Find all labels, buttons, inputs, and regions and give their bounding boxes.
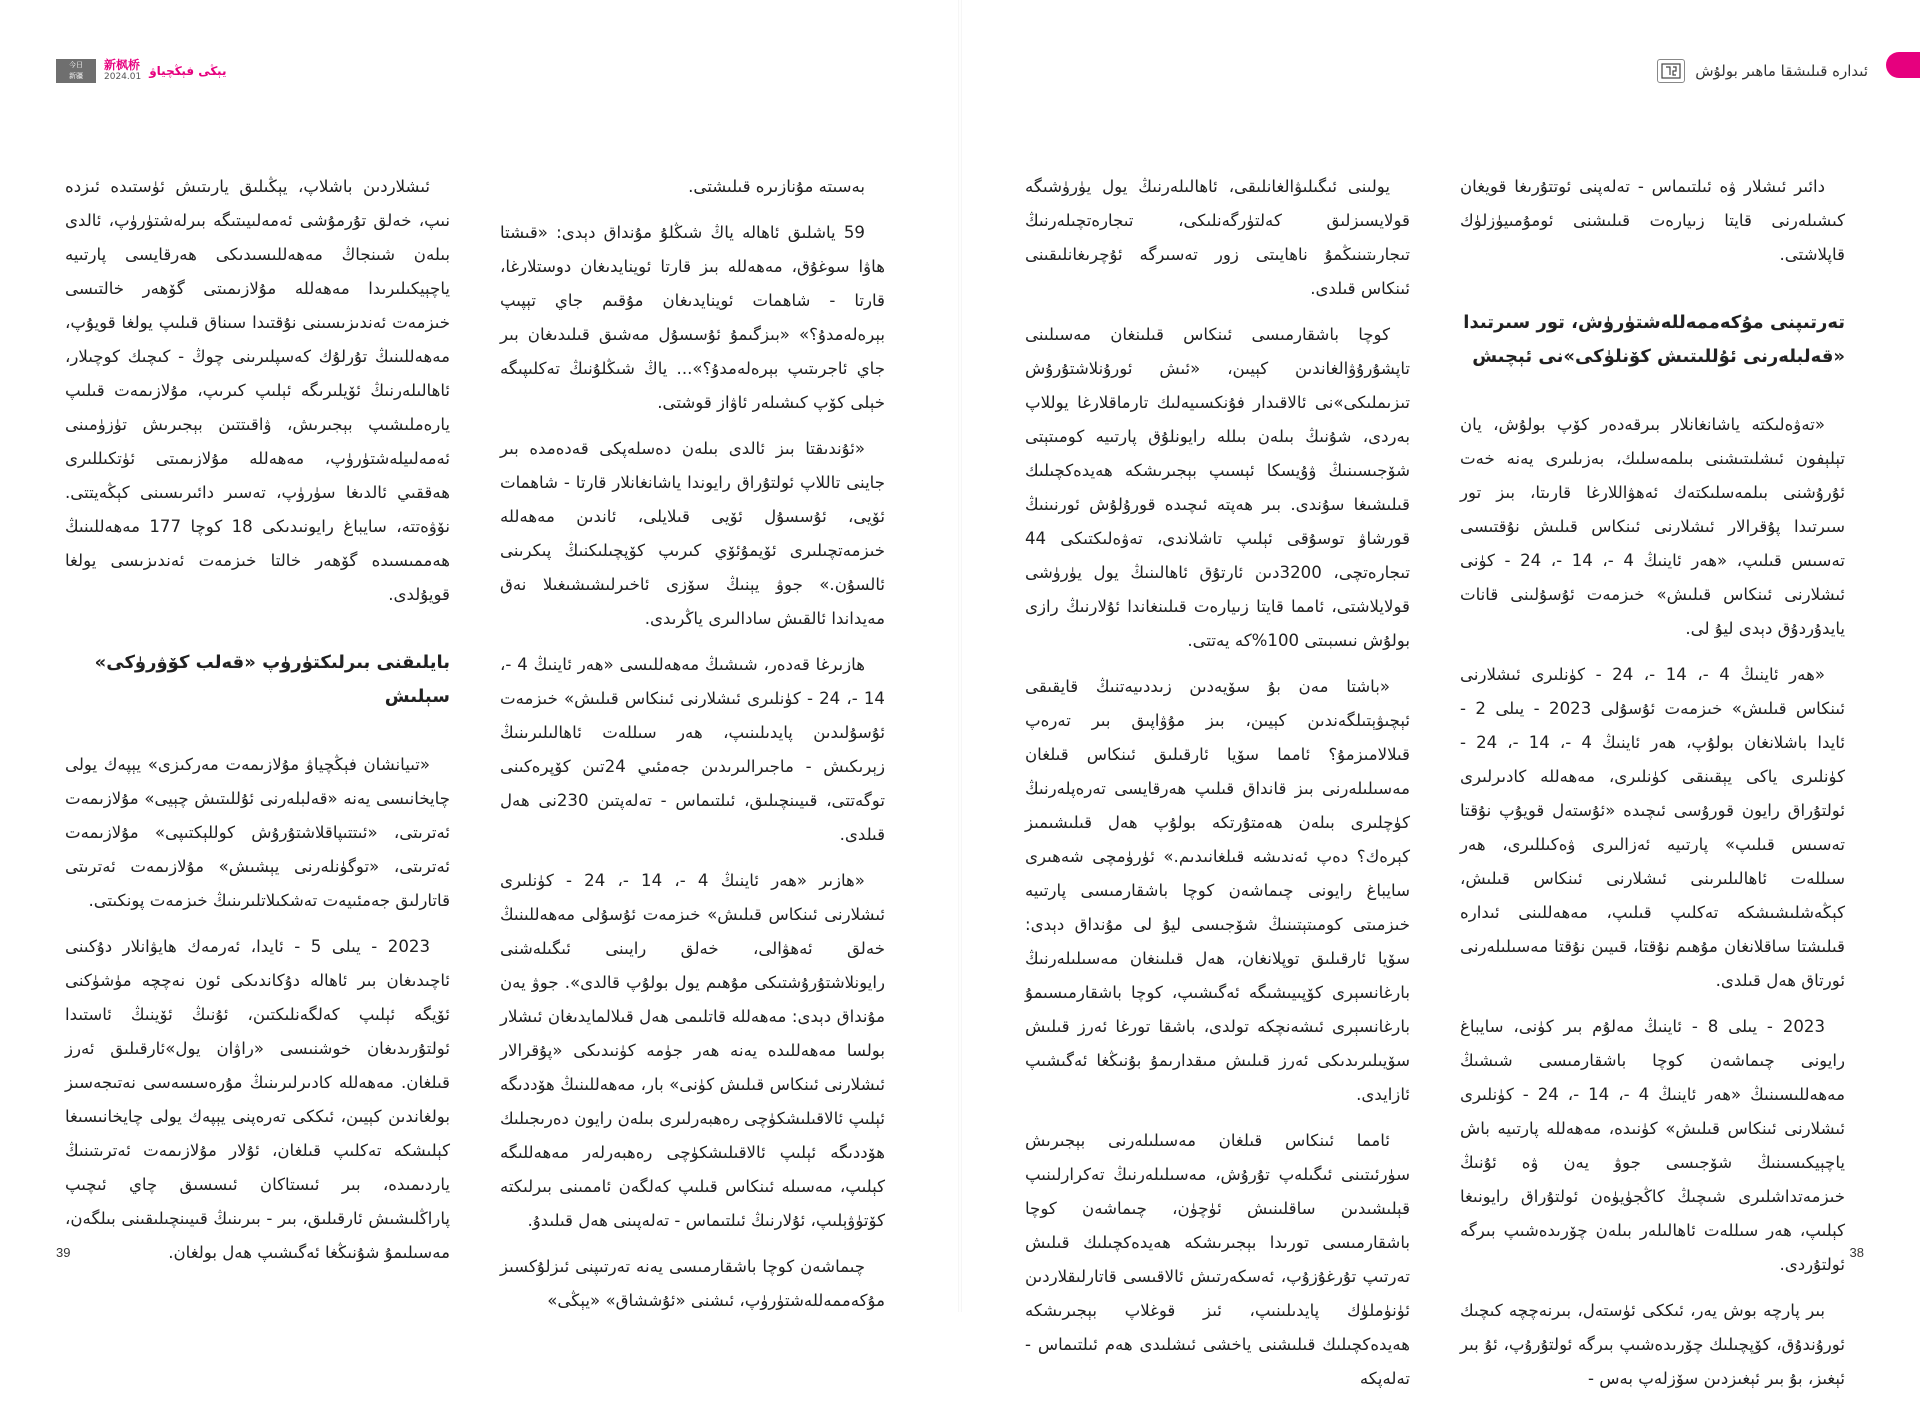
magazine-badge bbox=[56, 59, 96, 83]
brand-block bbox=[104, 59, 141, 83]
left-page-inner-column bbox=[500, 170, 885, 1330]
paragraph: چىماشەن كوچا باشقارمىسى يەنە تەرتىپنى ئىزلۇكسىز مۇكەممەللەشتۈرۈپ، ئىشنى «ئۇششاق» «يېڭى» bbox=[500, 1257, 885, 1310]
header-right bbox=[1657, 56, 1868, 86]
paragraph: يولىنى ئىگىلىۋالغانلىقى، ئاھالىلەرنىڭ يول يۈرۈشىگە قولايسىزلىق كەلتۈرگەنلىكى، تىجارەتچىلەرنىڭ تىجارىتىنىڭمۇ ناھايىتى زور تەسىرگە ئۇچرىغانلىقىنى ئىنكاس قىلدى. bbox=[1025, 177, 1410, 298]
left-page-outer-column bbox=[65, 170, 450, 1282]
paragraph: 2023 - يىلى 5 - ئايدا، ئەرمەك ھايۋانلار دۇكىنى ئاچىدىغان بىر ئاھالە دۇكاندىكى ئون نەچچە مۈشۈكنى ئۆيگە ئېلىپ كەلگەنلىكتىن، ئۇنىڭ ئۆينىڭ ئاستىدا ئولتۇرىدىغان خوشنىسى «راۋان يول»ئارقىلىق ئەرز قىلغان. مەھەللە كادىرلىرىنىڭ مۇرەسسەسى نەتىجەسىز بولغاندىن كېيىن، ئىككى تەرەپنى يېپەك يولى چايخانىسىغا كېلىشكە تەكلىپ قىلغان، ئۇلار مۇلازىمەت ئەترىتىنىڭ ياردىمىدە، بىر ئىستاكان ئىسسىق چاي ئىچىپ پاراڭلىشىش ئارقىلىق، بىر - بىرىنىڭ قىيىنچىلىقىنى بىلگەن، مەسىلىمۇ شۇنىڭغا ئەگىشىپ ھەل بولغان. bbox=[65, 937, 450, 1262]
section-title: ئىدارە قىلىشقا ماھىر بولۇش bbox=[1695, 62, 1868, 80]
issue-date: 2024.01 bbox=[104, 72, 142, 82]
paragraph: «ھەر ئاينىڭ 4 -، 14 -، 24 - كۈنلىرى ئىشلارنى ئىنكاس قىلىش» خىزمەت ئۇسۇلى 2023 - يىلى 2 - ئايدا باشلانغان بولۇپ، ھەر ئاينىڭ 4 -، 14 -، 24 - كۈنلىرى ياكى يېقىنقى كۈنلىرى، مەھەللە كادىرلىرى ئولتۇراق رايون قورۇسى ئىچىدە «ئۇستەل قويۇپ نۇقتا تەسىس قىلىپ» پارتىيە ئەزالىرى ۋەكىللىرى، ھەر سىللەت ئاھالىلىرىنى ئىشلارنى ئىنكاس قىلىش، كېڭەشلىشىشكە تەكلىپ قىلىپ، مەھەللىنى ئىدارە قىلىشتا ساقلانغان مۇھىم نۇقتا، قىيىن نۇقتا مەسىلىلەرنى ئورتاق ھەل قىلدى. bbox=[1460, 665, 1846, 990]
paragraph: «ئۇندىقتا بىز ئالدى بىلەن دەسلەپكى قەدەمدە بىر جاينى تاللاپ ئولتۇراق رايوندا ياشانغانلار قارتا - شاھمات ئۆيى، ئۇسسۇل ئۆيى قىلايلى، ئاندىن مەھەللە خىزمەتچىلىرى ئۆيمۇئۆي كىرىپ كۆپچىلىكنىڭ پىكرىنى ئالسۇن.» جوۋ يېنىڭ سۆزى ئاخىرلىشىشىغىلا نەق مەيداندا ئالقىش سادالىرى ياڭرىدى. bbox=[500, 439, 885, 628]
paragraph: ھازىرغا قەدەر، شىشىڭ مەھەللىسى «ھەر ئاينىڭ 4 -، 14 -، 24 - كۈنلىرى ئىشلارنى ئىنكاس قىلىش» خىزمەت ئۇسۇلىدىن پايدىلىنىپ، ھەر سىللەت ئاھالىلىرىنىڭ زېرىكىش - ماجىرالىرىدىن جەمئىي 24تىن كۆپرەكىنى توگەتتى، قىيىنچىلىق، ئىلتىماس - تەلەپتىن 230نى ھەل قىلدى. bbox=[500, 655, 885, 844]
paragraph: كوچا باشقارمىسى ئىنكاس قىلىنغان مەسىلىنى تاپشۇرۇۋالغاندىن كېيىن، «ئىش ئورۇنلاشتۇرۇش تىزىملىكى»نى ئالاقىدار فۇنكسىيەلىك تارماقلارغا يوللاپ بەردى، شۇنىڭ بىلەن بىللە رايونلۇق پارتىيە كومىتېتى شۆجىسىنىڭ ۋۇيسكا ئېسىپ بېجىرىشكە ھەيدەكچىلىك قىلىشىغا سۇندى. بىر ھەپتە ئىچىدە قورۇلۇش ئورنىنىڭ قورشاۋ توسۇقى ئېلىپ تاشلاندى، تەۋەلىكتىكى 44 تىجارەتچى، 3200دىن ئارتۇق ئاھالىنىڭ يول يۈرۈشى قولايلاشتى، ئامما قايتا زىيارەت قىلىنغاندا ئۇلارنىڭ رازى بولۇش نىسبىتى 100%كە يەتتى. bbox=[1025, 325, 1410, 650]
paragraph: «تەۋەلىكتە ياشانغانلار بىرقەدەر كۆپ بولۇش، يان تېلېفون ئىشلىتىشنى بىلمەسلىك، بەزىلىرى يەنە خەت ئۇرۇشنى بىلمەسلىكتەك ئەھۋاللارغا قارىتا، بىز تور سىرتىدا پۇقرالار ئىشلارنى ئىنكاس قىلىش نۇقتىسى تەسىس قىلىپ، «ھەر ئاينىڭ 4 -، 14 -، 24 - كۈنى ئىشلارنى ئىنكاس قىلىش» خىزمەت ئۇسۇلىنى قانات يايدۇردۇق دېدى ليۇ لى. bbox=[1460, 415, 1845, 638]
brand-name-ug: يېڭى فېڭچياۋ bbox=[149, 64, 227, 78]
page-number-right: 38 bbox=[1849, 1245, 1864, 1260]
badge-line2: 新疆 bbox=[69, 72, 83, 80]
header-left bbox=[56, 56, 226, 86]
seal-logo-icon bbox=[1657, 59, 1685, 83]
paragraph: 2023 - يىلى 8 - ئاينىڭ مەلۇم بىر كۈنى، سايباغ رايونى چىماشەن كوچا باشقارمىسى شىشىڭ مەھەللىسىنىڭ «ھەر ئاينىڭ 4 -، 14 -، 24 - كۈنلىرى ئىشلارنى ئىنكاس قىلىش» كۈنىدە، مەھەللە پارتىيە باش ياچېيكىسىنىڭ شۆجىسى جوۋ يەن ۋە ئۇنىڭ خىزمەتداشلىرى شىچىڭ كاڭجۈيۈەن ئولتۇراق رايونىغا كېلىپ، ھەر سىللەت ئاھالىلەر بىلەن چۆرىدەشىپ بىرگە ئولتۇردى. bbox=[1460, 1017, 1845, 1274]
badge-line1: 今日 bbox=[69, 61, 83, 69]
right-page bbox=[960, 0, 1920, 1388]
section-tab bbox=[1886, 52, 1920, 78]
paragraph: دائىر ئىشلار ۋە ئىلتىماس - تەلەپنى ئوتتۇرىغا قويغان كىشىلەرنى قايتا زىيارەت قىلىشنى ئومۇمىيۈزلۈك قاپلاشتى. bbox=[1460, 177, 1845, 264]
paragraph: «ھازىر «ھەر ئاينىڭ 4 -، 14 -، 24 - كۈنلىرى ئىشلارنى ئىنكاس قىلىش» خىزمەت ئۇسۇلى مەھەللىنىڭ خەلق ئەھۋالى، خەلق رايىنى ئىگىلەشنى رايونلاشتۇرۇشتىكى مۇھىم يول بولۇپ قالدى». جوۋ يەن مۇنداق دېدى: مەھەللە قاتلىمى ھەل قىلالمايدىغان ئىشلار بولسا مەھەللىدە يەنە ھەر جۈمە كۈنىدىكى «پۇقرالار ئىشلارنى ئىنكاس قىلىش كۈنى» بار، مەھەللىنىڭ ھۆددىگە ئېلىپ ئالاقىلىشكۈچى رەھبەرلىرى بىلەن رايون دەرىجىلىك ھۆددىگە ئېلىپ ئالاقىلىشكۈچى رەھبەرلەر مەھەللىگە كېلىپ، مەسىلە ئىنكاس قىلىپ كەلگەن ئاممىنى بىرلىكتە كۆتۈۋېلىپ، ئۇلارنىڭ ئىلتىماس - تەلەپىنى ھەل قىلىدۇ. bbox=[500, 871, 885, 1230]
paragraph: 59 ياشلىق ئاھالە ياڭ شىڭلۇ مۇنداق دېدى: «قىشتا ھاۋا سوغۇق، مەھەللە بىز قارتا ئوينايدىغان دوستلارغا، قارتا - شاھمات ئوينايدىغان مۇقىم جاي تېپىپ بېرەلەمدۇ؟» «بىزگىمۇ ئۇسسۇل مەشىق قىلىدىغان بىر جاي ئاجرىتىپ بېرەلەمدۇ؟»... ياڭ شىڭلۇنىڭ تەكلىپىگە خېلى كۆپ كىشىلەر ئاۋاز قوشتى. bbox=[500, 223, 885, 412]
page-number-left: 39 bbox=[56, 1245, 71, 1260]
section-heading: بايلىقنى بىرلىكتۈرۈپ «قەلب كۆۋرۈكى» سېلىش bbox=[94, 652, 450, 707]
paragraph: بەسىتە مۇنازىرە قىلىشتى. bbox=[688, 177, 865, 196]
paragraph: بىر پارچە بوش يەر، ئىككى ئۈستەل، بىرنەچچە كىچىك ئورۇندۇق، كۆپچىلىك چۆرىدەشىپ بىرگە ئولتۇرۇپ، ئۇ بىر ئېغىز، بۇ بىر ئېغىزدىن سۆزلەپ بەس - bbox=[1460, 1301, 1845, 1388]
paragraph: «تىيانشان فېڭچياۋ مۇلازىمەت مەركىزى» يېپەك يولى چايخانىسى يەنە «قەلبلەرنى ئۇللىتىش چېيى» مۇلازىمەت ئەترىتى، «ئىتتىپاقلاشتۇرۇش كوللېكتىپى» مۇلازىمەت ئەترىتى، «توگۈنلەرنى يېشىش» مۇلازىمەت ئەترىتى قاتارلىق جەمئىيەت تەشكىلاتلىرىنىڭ خىزمەت پونكىتى. bbox=[65, 755, 450, 910]
paragraph: ئىشلاردىن باشلاپ، يېڭىلىق يارىتىش ئۈستىدە ئىزدە نىپ، خەلق تۇرمۇشى ئەمەلىيىتىگە بىرلەشتۈرۈپ، ئالدى بىلەن شىنجاڭ مەھەللىسىدىكى ھەرقايسى پارتىيە ياچېيكىلىرىدا مەھەللە مۇلازىمىتى گۆھەر خالتىسى خىزمەت ئەندىزىسىنى نۇقتىدا سىناق قىلىپ يولغا قويۇپ، مەھەللىنىڭ تۇرلۇك كەسپلىرىنى چوڭ - كىچىك كوچىلار، ئاھالىلەرنىڭ ئۆيلىرىگە ئېلىپ كىرىپ، مۇلازىمەت قىلىپ يارەملىشىپ بېجىرىش، ۋاقىتتىن بېجىرىش تۈزۈمىنى ئەمەلىيلەشتۈرۈپ، مەھەللە مۇلازىمىتى ئۈتكىللىرى ھەققىي ئالدىغا سۈرۈپ، تەسىر دائىرىسىنى كېڭەيتتى. نۆۋەتتە، سايباغ رايونىدىكى 18 كوچا 177 مەھەللىنىڭ ھەممىسىدە گۆھەر خالتا خىزمەت ئەندىزىسى يولغا قويۇلدى. bbox=[65, 177, 450, 604]
section-heading: تەرتىپنى مۇكەممەللەشتۈرۈش، تور سىرتىدا «قەلبلەرنى ئۇللىتىش كۆنلۈكى»نى ئېچىش bbox=[1463, 312, 1845, 367]
left-page bbox=[0, 0, 960, 1312]
paragraph: «باشتا مەن بۇ سۆيەدىن زىددىيەتنىڭ قايقىقى ئېچىۋېتىلگەندىن كېيىن، بىز مۇۋاپىق بىر تەرەپ قىلالامىزمۇ؟ ئامما سۆيا ئارقىلىق ئىنكاس قىلغان مەسىلىلەرنى بىز قانداق قىلىپ ھەرقايسى تەرەپلەرنىڭ كۈچلىرى بىلەن ھەمتۇرتكە بولۇپ ھەل قىلىشىمىز كېرەك؟ دەپ ئەندىشە قىلغانىدىم.» ئۈرۈمچى شەھىرى سايباغ رايونى چىماشەن كوچا باشقارمىسى پارتىيە خىزمىتى كومىتېتىنىڭ شۆجىسى ليۇ لى مۇنداق دېدى: سۆيا ئارقىلىق توپلانغان، ھەل قىلىنغان مەسىلىلەرنىڭ بارغانسېرى كۆپىيىشىگە ئەگىشىپ، كوچا باشقارمىسىمۇ بارغانسېرى ئىشەنچكە تولدى، باشقا تورغا ئەرز قىلىش سۆيىلىرىدىكى ئەرز قىلىش مىقدارىمۇ بۇنىڭغا ئەگىشىپ ئازايدى. bbox=[1025, 677, 1410, 1104]
right-page-inner-column bbox=[1460, 170, 1845, 1408]
right-page-outer-column bbox=[1025, 170, 1410, 1408]
paragraph: ئامما ئىنكاس قىلغان مەسىلىلەرنى بېجىرىش سۈرئىتىنى ئىگىلەپ تۇرۇش، مەسىلىلەرنىڭ تەكرارلىنىپ قېلىشىدىن ساقلىنىش ئۈچۈن، چىماشەن كوچا باشقارمىسى تورىدا بېجىرىشكە ھەيدەكچىلىك قىلىش تەرتىپ تۇرغۇزۇپ، ئەسكەرتىش ئالاقىسى قاتارلىقلاردىن ئۈنۈملۈك پايدىلىنىپ، ئىز قوغلاپ بېجىرىشكە ھەيدەكچىلىك قىلىشنى ياخشى ئىشلىدى ھەم ئىلتىماس - تەلەپكە bbox=[1025, 1131, 1410, 1388]
brand-name-cn: 新枫桥 bbox=[104, 58, 141, 72]
